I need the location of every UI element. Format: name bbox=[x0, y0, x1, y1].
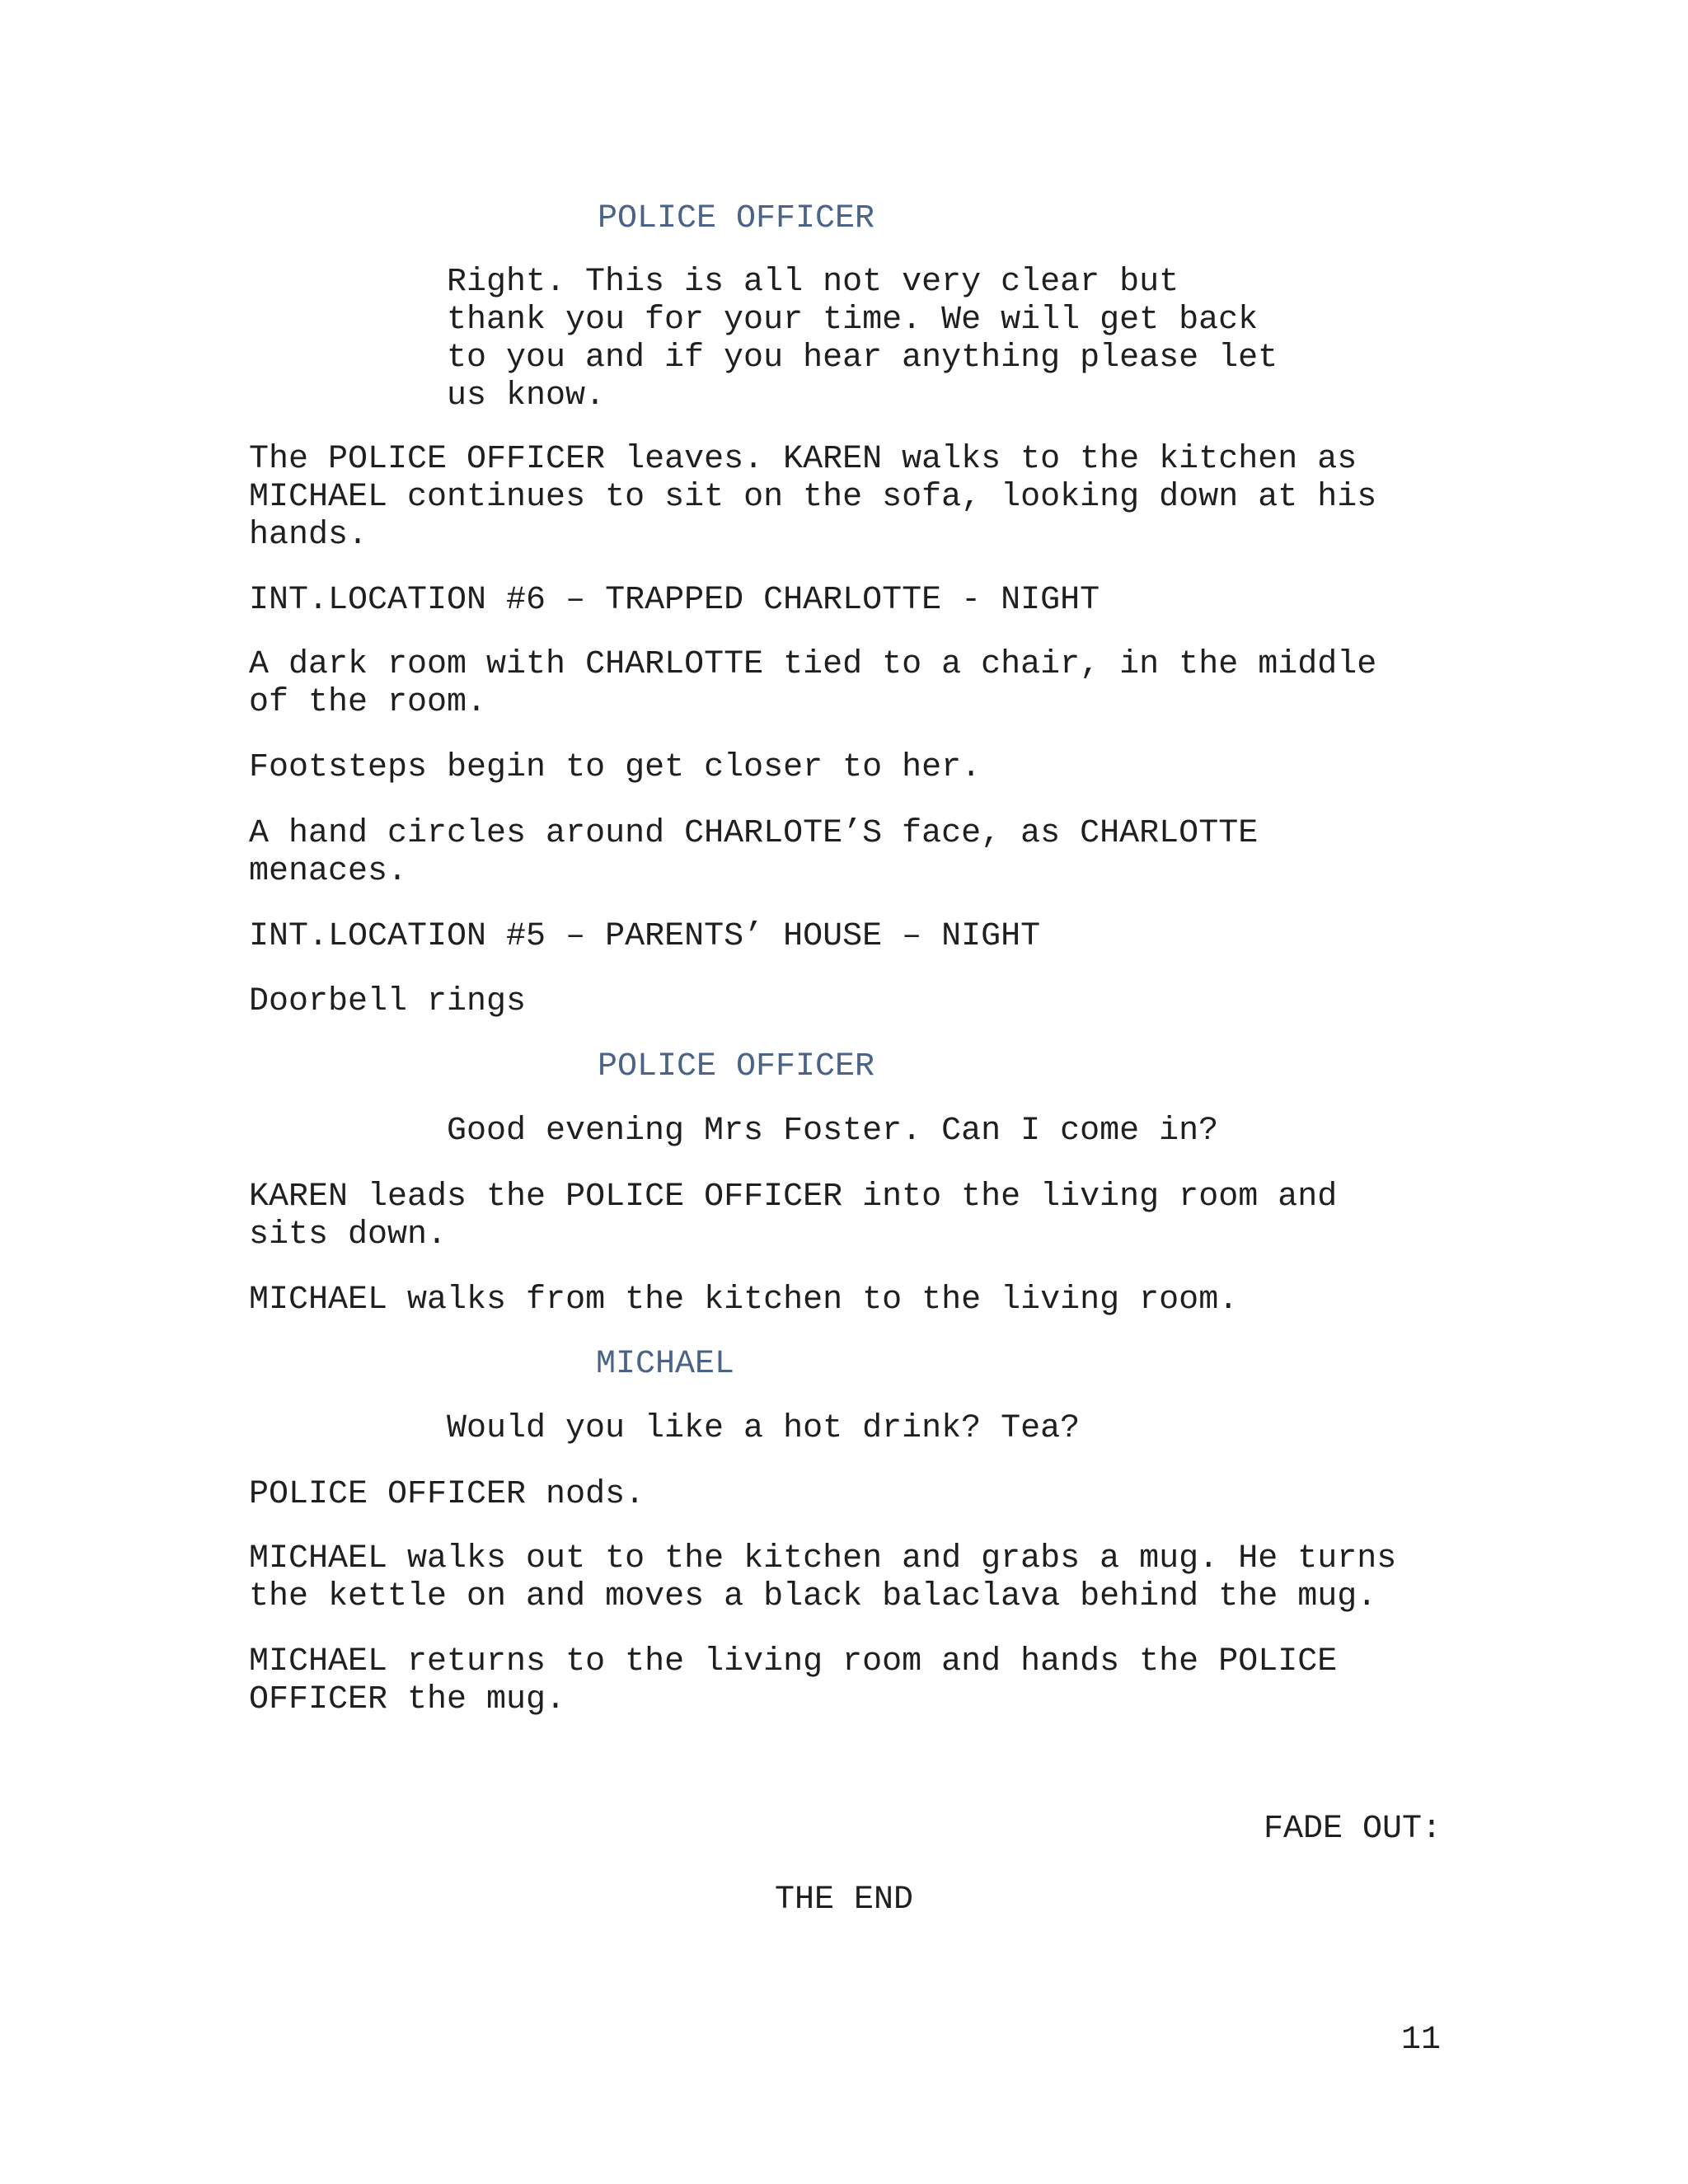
action-line: Footsteps begin to get closer to her. bbox=[249, 749, 982, 786]
action-line: menaces. bbox=[249, 853, 408, 890]
action-line: OFFICER the mug. bbox=[249, 1681, 566, 1718]
character-cue-police-officer: POLICE OFFICER bbox=[598, 1048, 875, 1085]
dialogue-line: Good evening Mrs Foster. Can I come in? bbox=[447, 1113, 1219, 1150]
character-cue-michael: MICHAEL bbox=[596, 1346, 735, 1383]
action-line: A hand circles around CHARLOTE’S face, as CHARLOTTE bbox=[249, 815, 1259, 852]
action-line: MICHAEL walks out to the kitchen and grabs a mug. He turns bbox=[249, 1540, 1397, 1577]
action-line: the kettle on and moves a black balaclava behind the mug. bbox=[249, 1578, 1377, 1615]
action-line: The POLICE OFFICER leaves. KAREN walks to the kitchen as bbox=[249, 441, 1357, 478]
transition-fade-out: FADE OUT: bbox=[1264, 1811, 1442, 1848]
the-end-label: THE END bbox=[775, 1882, 914, 1919]
dialogue-line: Right. This is all not very clear but bbox=[447, 264, 1179, 301]
dialogue-line: Would you like a hot drink? Tea? bbox=[447, 1410, 1081, 1447]
action-line: POLICE OFFICER nods. bbox=[249, 1476, 645, 1513]
action-line: A dark room with CHARLOTTE tied to a chair, in the middle bbox=[249, 646, 1377, 683]
action-line: MICHAEL walks from the kitchen to the living room. bbox=[249, 1282, 1239, 1319]
action-line: MICHAEL continues to sit on the sofa, looking down at his bbox=[249, 479, 1377, 516]
action-line: sits down. bbox=[249, 1216, 448, 1254]
dialogue-line: thank you for your time. We will get back bbox=[447, 302, 1259, 339]
dialogue-line: to you and if you hear anything please let bbox=[447, 340, 1278, 377]
dialogue-line: us know. bbox=[447, 377, 606, 415]
page-number: 11 bbox=[1401, 2022, 1442, 2059]
character-cue-police-officer: POLICE OFFICER bbox=[598, 200, 875, 237]
action-line: of the room. bbox=[249, 684, 487, 721]
action-line: KAREN leads the POLICE OFFICER into the living room and bbox=[249, 1179, 1338, 1216]
action-line: MICHAEL returns to the living room and hands the POLICE bbox=[249, 1643, 1338, 1680]
action-line: Doorbell rings bbox=[249, 983, 527, 1020]
action-line: hands. bbox=[249, 517, 368, 554]
scene-heading: INT.LOCATION #5 – PARENTS’ HOUSE – NIGHT bbox=[249, 918, 1041, 955]
scene-heading: INT.LOCATION #6 – TRAPPED CHARLOTTE - NIGHT bbox=[249, 582, 1100, 619]
